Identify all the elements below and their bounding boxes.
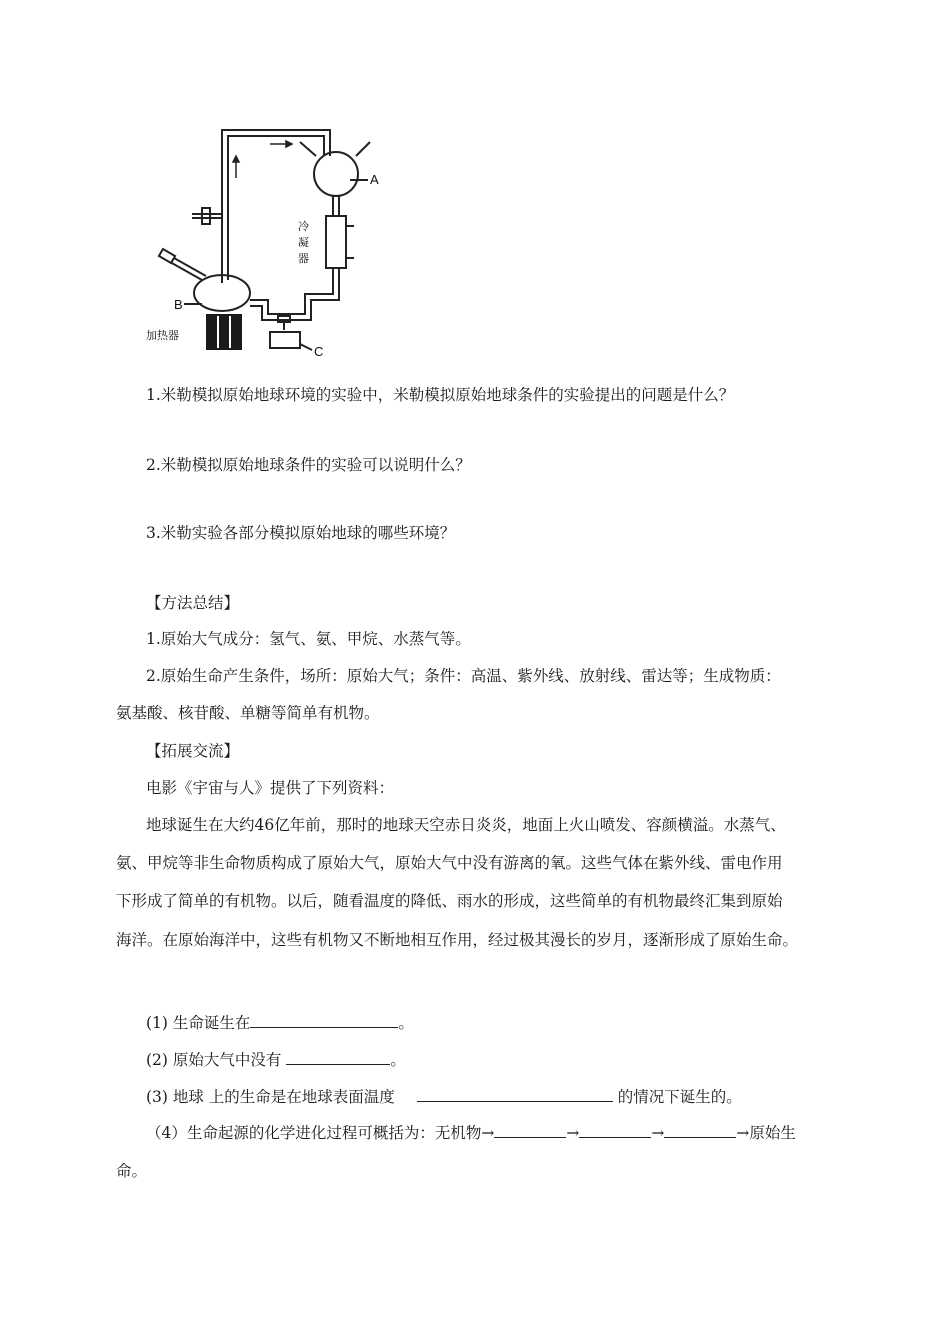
condenser-label-char-3: 器 <box>298 252 309 265</box>
extension-heading: 【拓展交流】 <box>146 742 240 760</box>
fill-in-1 <box>146 1012 414 1034</box>
fill-in-4-end: →原始生 <box>736 1124 796 1142</box>
method-summary-item-1: 1.原始大气成分：氢气、氨、甲烷、水蒸气等。 <box>146 630 471 648</box>
fill-in-4 <box>146 1122 796 1144</box>
fill-in-4-arrow-2: → <box>651 1124 665 1142</box>
extension-paragraph-line-2: 氨、甲烷等非生命物质构成了原始大气，原始大气中没有游离的氧。这些气体在紫外线、雷电作用 <box>116 854 783 872</box>
fill-in-4-blank-2[interactable] <box>579 1122 651 1138</box>
method-summary-item-2-line-2: 氨基酸、核苷酸、单糖等简单有机物。 <box>116 704 380 722</box>
fill-in-4-line-2: 命。 <box>116 1162 148 1180</box>
label-c: C <box>314 344 324 359</box>
fill-in-2-prefix: (2) 原始大气中没有 <box>146 1051 287 1069</box>
question-2: 2.米勒模拟原始地球条件的实验可以说明什么？ <box>146 456 471 474</box>
fill-in-1-prefix: (1) 生命诞生在 <box>146 1014 251 1032</box>
method-summary-item-2-line-1: 2.原始生命产生条件，场所：原始大气；条件：高温、紫外线、放射线、雷达等；生成物质： <box>146 667 781 685</box>
fill-in-1-suffix: 。 <box>398 1014 414 1032</box>
fill-in-1-blank[interactable] <box>250 1012 398 1028</box>
fill-in-2-blank[interactable] <box>286 1049 390 1065</box>
heater-label: 加热器 <box>146 329 179 342</box>
condenser-label-char-1: 冷 <box>298 220 309 233</box>
fill-in-2-suffix: 。 <box>390 1051 406 1069</box>
fill-in-2 <box>146 1049 406 1071</box>
fill-in-4-blank-1[interactable] <box>494 1122 566 1138</box>
label-a: A <box>370 172 379 187</box>
fill-in-3 <box>146 1086 742 1108</box>
extension-paragraph-line-3: 下形成了简单的有机物。以后，随看温度的降低、雨水的形成，这些简单的有机物最终汇集到原始 <box>116 892 783 910</box>
method-summary-heading: 【方法总结】 <box>146 594 240 612</box>
extension-intro: 电影《宇宙与人》提供了下列资料： <box>146 779 395 797</box>
fill-in-4-arrow-1: → <box>566 1124 580 1142</box>
fill-in-3-blank[interactable] <box>417 1086 613 1102</box>
label-b: B <box>174 297 183 312</box>
question-1: 1.米勒模拟原始地球环境的实验中，米勒模拟原始地球条件的实验提出的问题是什么？ <box>146 386 735 404</box>
fill-in-3-prefix: (3) 地球 上的生命是在地球表面温度 <box>146 1088 395 1106</box>
fill-in-4-blank-3[interactable] <box>664 1122 736 1138</box>
extension-paragraph-line-4: 海洋。在原始海洋中，这些有机物又不断地相互作用，经过极其漫长的岁月，逐渐形成了原始生命。 <box>116 931 799 949</box>
question-3: 3.米勒实验各部分模拟原始地球的哪些环境？ <box>146 524 456 542</box>
condenser-label-char-2: 凝 <box>298 236 309 249</box>
fill-in-3-suffix: 的情况下诞生的。 <box>612 1088 742 1106</box>
extension-paragraph-line-1: 地球诞生在大约46亿年前，那时的地球天空赤日炎炎，地面上火山喷发、容颜横溢。水蒸气、 <box>146 816 786 834</box>
fill-in-4-prefix: （4）生命起源的化学进化过程可概括为：无机物→ <box>146 1124 495 1142</box>
miller-apparatus-figure <box>140 118 390 360</box>
